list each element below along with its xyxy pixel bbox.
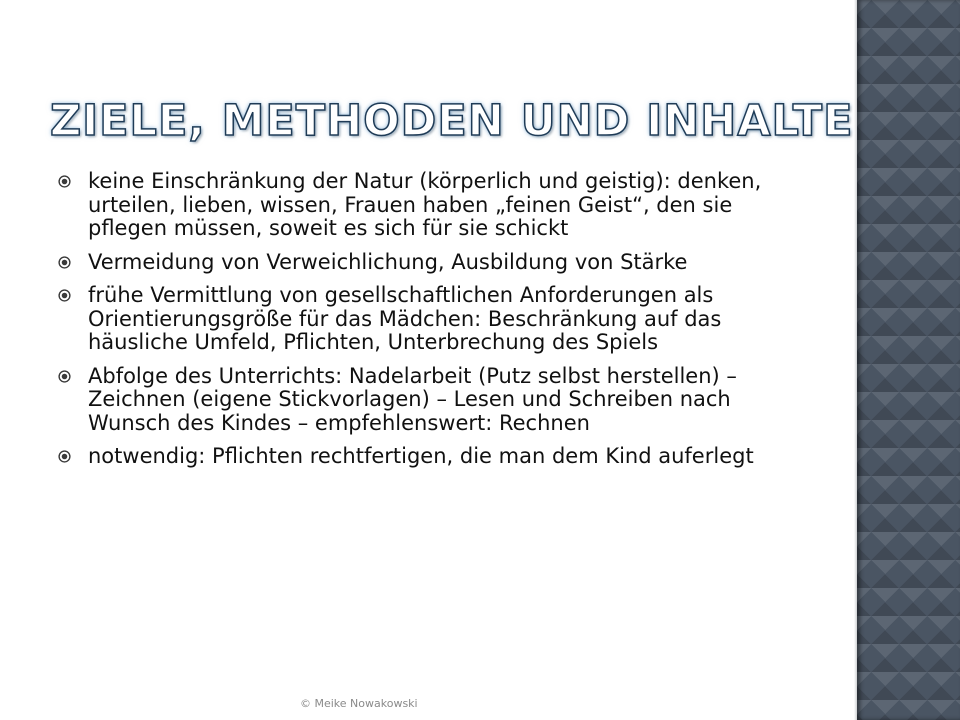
bullet-text: notwendig: Pflichten rechtfertigen, die man dem Kind auferlegt — [88, 444, 754, 468]
bullet-list — [52, 170, 812, 479]
bullet-text: Abfolge des Unterrichts: Nadelarbeit (Putz selbst herstellen) – Zeichnen (eigene Stickvorlagen) – Lesen und Schreiben nach Wunsch des Kindes – empfehlenswert: Rechnen — [88, 363, 737, 435]
radio-bullet-icon — [58, 256, 71, 269]
radio-bullet-icon — [58, 175, 71, 188]
bullet-item — [52, 170, 812, 241]
radio-bullet-icon — [58, 370, 71, 383]
slide-title: ZIELE, METHODEN UND INHALTE — [50, 96, 854, 146]
decorative-side-panel — [857, 0, 960, 720]
footer-copyright: © Meike Nowakowski — [300, 697, 418, 710]
bullet-text: frühe Vermittlung von gesellschaftlichen Anforderungen als Orientierungsgröße für das Mädchen: Beschränkung auf das häusliche Umfeld, Pflichten, Unterbrechung des Spiels — [88, 283, 722, 354]
bullet-text: keine Einschränkung der Natur (körperlich und geistig): denken, urteilen, lieben, wissen, Frauen haben „feinen Geist“, den sie pflegen müssen, soweit es sich für sie schickt — [88, 169, 762, 240]
bullet-text: Vermeidung von Verweichlichung, Ausbildung von Stärke — [88, 249, 688, 274]
bullet-item — [52, 284, 812, 355]
bullet-item — [52, 445, 812, 469]
radio-bullet-icon — [58, 450, 71, 463]
bullet-item — [52, 365, 812, 436]
radio-bullet-icon — [58, 289, 71, 302]
bullet-item — [52, 251, 812, 275]
